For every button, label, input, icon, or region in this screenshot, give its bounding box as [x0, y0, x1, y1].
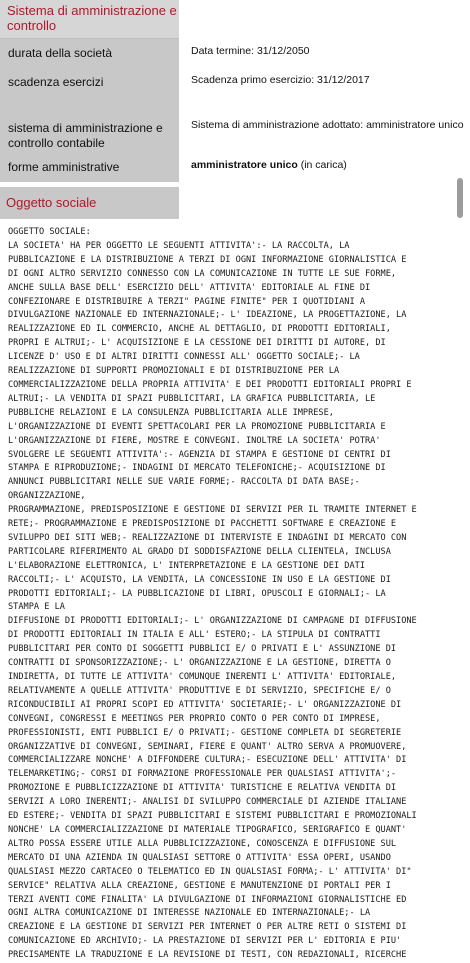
row-label-scadenza: scadenza esercizi	[8, 75, 104, 89]
text-line: TELEMARKETING;- CORSI DI FORMAZIONE PROFESSIONALE PER QUALSIASI ATTIVITA';-	[8, 769, 397, 780]
row-value-scadenza: Scadenza primo esercizio: 31/12/2017	[191, 74, 370, 86]
text-line: ALTRUI;- LA VENDITA DI SPAZI PUBBLICITARI, LA GRAFICA PUBBLICITARIA, LE	[8, 393, 376, 404]
text-line: ORGANIZZATIVE DI CONVEGNI, SEMINARI, FIERE E QUANT' ALTRO SERVA A PROMUOVERE,	[8, 741, 407, 752]
text-line: CONVEGNI, CONGRESSI E MEETINGS PER PROPRIO CONTO O PER CONTO DI IMPRESE,	[8, 713, 381, 724]
text-line: SERVICE" RELATIVA ALLA CREAZIONE, GESTIONE E MANUTENZIONE DI PORTALI PER I	[8, 880, 391, 891]
text-line: PUBBLICAZIONE E LA DISTRIBUZIONE A TERZI DI OGNI INFORMAZIONE GIORNALISTICA E	[8, 254, 407, 265]
text-line: PUBBLICITARI PER CONTO DI SOGGETTI PUBBLICI E/ O PRIVATI E L' ASSUNZIONE DI	[8, 644, 397, 655]
text-line: LA SOCIETA' HA PER OGGETTO LE SEGUENTI ATTIVITA':- LA RACCOLTA, LA	[8, 240, 350, 251]
text-line: COMMERCIALIZZARE NONCHE' A DIFFONDERE CULTURA;- ESECUZIONE DELL' ATTIVITA' DI	[8, 755, 407, 766]
text-line: ORGANIZZAZIONE,	[8, 491, 86, 502]
text-line: ED ESTERE;- VENDITA DI SPAZI PUBBLICITARI E SISTEMI PUBBLICITARI E PROMOZIONALI	[8, 811, 417, 822]
row-value-sistema: Sistema di amministrazione adottato: amministratore unico	[191, 119, 464, 131]
text-line: NONCHE' LA COMMERCIALIZZAZIONE DI MATERIALE TIPOGRAFICO, SERIGRAFICO E QUANT'	[8, 824, 407, 835]
row-label-durata: durata della società	[8, 46, 113, 60]
admin-control-table	[0, 0, 470, 182]
oggetto-sociale-title: Oggetto sociale	[6, 195, 97, 210]
text-line: COMUNICAZIONE ED ARCHIVIO;- LA PRESTAZIONE DI SERVIZI PER L' EDITORIA E PIU'	[8, 936, 402, 947]
oggetto-sociale-text	[8, 226, 460, 963]
section-header	[0, 0, 179, 39]
text-line: L'ORGANIZZAZIONE DI FIERE, MOSTRE E CONVEGNI. INOLTRE LA SOCIETA' POTRA'	[8, 435, 381, 446]
text-line: QUALSIASI MEZZO CARTACEO O TELEMATICO ED IN QUALSIASI FORMA;- L' ATTIVITA' DI"	[8, 866, 412, 877]
text-line: RELATIVAMENTE A QUELLE ATTIVITA' PRODUTTIVE E DI SERVIZIO, SPECIFICHE E/ O	[8, 685, 391, 696]
text-line: CREAZIONE E LA GESTIONE DI SERVIZI PER INTERNET O PER ALTRE RETI O SISTEMI DI	[8, 922, 407, 933]
text-line: RETE;- PROGRAMMAZIONE E PREDISPOSIZIONE DI PACCHETTI SOFTWARE E CREAZIONE E	[8, 519, 397, 530]
text-line: INDIRETTA, DI TUTTE LE ATTIVITA' COMUNQUE INERENTI L' ATTIVITA' EDITORIALE,	[8, 672, 397, 682]
text-line: ALTRO POSSA ESSERE UTILE ALLA PUBBLICIZZAZIONE, CONOSCENZA E DIFFUSIONE SUL	[8, 838, 397, 849]
text-line: PUBBLICHE RELAZIONI E LA CONSULENZA PUBBLICITARIA ALLE IMPRESE,	[8, 407, 334, 418]
text-line: STAMPA E RIPRODUZIONE;- INDAGINI DI MERCATO TELEFONICHE;- ACQUISIZIONE DI	[8, 463, 386, 474]
row-value-forme-extra: (in carica)	[297, 159, 347, 171]
text-line: PRODOTTI EDITORIALI;- LA PUBBLICAZIONE DI LIBRI, OPUSCOLI E GIORNALI;- LA	[8, 588, 386, 599]
text-line: CONFEZIONARE E DISTRIBUIRE A TERZI" PAGINE FINITE" PER I QUOTIDIANI A	[8, 296, 365, 307]
text-line: COMMERCIALIZZAZIONE DELLA PROPRIA ATTIVITA' E DEI PRODOTTI EDITORIALI PROPRI E	[8, 379, 412, 390]
text-line: L'ELABORAZIONE ELETTRONICA, L' INTERPRETAZIONE E LA GESTIONE DEI DATI	[8, 560, 365, 571]
text-line: DIFFUSIONE DI PRODOTTI EDITORIALI;- L' ORGANIZZAZIONE DI CAMPAGNE DI DIFFUSIONE	[8, 616, 417, 627]
text-line: LICENZE D' USO E DI ALTRI DIRITTI CONNESSI ALL' OGGETTO SOCIALE;- LA	[8, 352, 360, 363]
text-line: PARTICOLARE RIFERIMENTO AL GRADO DI SODDISFAZIONE DELLA CLIENTELA, INCLUSA	[8, 546, 391, 557]
text-line: SVILUPPO DEI SITI WEB;- REALIZZAZIONE DI INTERVISTE E INDAGINI DI MERCATO CON	[8, 532, 407, 543]
scrollbar-thumb[interactable]	[457, 178, 463, 218]
text-line: PROFESSIONISTI, ENTI PUBBLICI E/ O PRIVATI;- GESTIONE COMPLETA DI SEGRETERIE	[8, 727, 402, 738]
text-line: DIVULGAZIONE NAZIONALE ED INTERNAZIONALE;- L' IDEAZIONE, LA PROGETTAZIONE, LA	[8, 310, 407, 321]
text-line: STAMPA E LA	[8, 602, 65, 613]
text-line: SERVIZI A LORO INERENTI;- ANALISI DI SVILUPPO COMMERCIALE DI AZIENDE ITALIANE	[8, 797, 407, 808]
text-line: REALIZZAZIONE DI SUPPORTI PROMOZIONALI E DI DISTRIBUZIONE PER LA	[8, 366, 340, 377]
text-line: RACCOLTI;- L' ACQUISTO, LA VENDITA, LA CONCESSIONE IN USO E LA GESTIONE DI	[8, 574, 391, 585]
text-line: DI OGNI ALTRO SERVIZIO CONNESSO CON LA COMUNICAZIONE IN TUTTE LE SUE FORME,	[8, 268, 397, 279]
text-line: PROMOZIONE E PUBBLICIZZAZIONE DI ATTIVITA' TURISTICHE E RELATIVA VENDITA DI	[8, 783, 397, 794]
text-line: L'ORGANIZZAZIONE DI EVENTI SPETTACOLARI PER LA PROMOZIONE PUBBLICITARIA E	[8, 421, 386, 432]
text-line: ANCHE SULLA BASE DELL' ESERCIZIO DELL' ATTIVITA' EDITORIALE AL FINE DI	[8, 282, 371, 293]
text-line: DI PRODOTTI EDITORIALI IN ITALIA E ALL' ESTERO;- LA STIPULA DI CONTRATTI	[8, 630, 381, 641]
row-value-forme	[191, 159, 466, 172]
oggetto-sociale-header	[0, 187, 179, 219]
text-line: TERZI AVENTI COME FINALITA' LA DIVULGAZIONE DI INFORMAZIONI GIORNALISTICHE ED	[8, 894, 407, 905]
text-line: OGGETTO SOCIALE:	[8, 227, 91, 237]
row-label-forme: forme amministrative	[8, 160, 120, 174]
text-line: RICONDUCIBILI AI PROPRI SCOPI ED ATTIVITA' SOCIETARIE;- L' ORGANIZZAZIONE DI	[8, 699, 402, 710]
text-line: ANNUNCI PUBBLICITARI NELLE SUE VARIE FORME;- RACCOLTA DI DATA BASE;-	[8, 477, 360, 488]
text-line: SVOLGERE LE SEGUENTI ATTIVITA':- AGENZIA DI STAMPA E GESTIONE DI CENTRI DI	[8, 449, 391, 460]
section-title: Sistema di amministrazione e controllo	[7, 3, 177, 33]
text-line: PROPRI E ALTRUI;- L' ACQUISIZIONE E LA CESSIONE DEI DIRITTI DI AUTORE, DI	[8, 338, 386, 349]
text-line: OGNI ALTRA COMUNICAZIONE DI INTERESSE NAZIONALE ED INTERNAZIONALE;- LA	[8, 908, 371, 919]
row-value-durata: Data termine: 31/12/2050	[191, 45, 310, 57]
text-line: REALIZZAZIONE ED IL COMMERCIO, ANCHE AL DETTAGLIO, DI PRODOTTI EDITORIALI,	[8, 324, 391, 335]
row-label-sistema: sistema di amministrazione e controllo contabile	[8, 121, 163, 150]
text-line: MERCATO DI UNA AZIENDA IN QUALSIASI SETTORE O ATTIVITA' ESSA OPERI, USANDO	[8, 852, 391, 863]
row-value-forme-main: amministratore unico	[191, 159, 298, 171]
text-line: CONTRATTI DI SPONSORIZZAZIONE;- L' ORGANIZZAZIONE E LA GESTIONE, DIRETTA O	[8, 658, 391, 669]
text-line: PRECISAMENTE LA TRADUZIONE E LA REVISIONE DI TESTI, CON REDAZIONALI, RICERCHE	[8, 950, 407, 961]
text-line: PROGRAMMAZIONE, PREDISPOSIZIONE E GESTIONE DI SERVIZI PER IL TRAMITE INTERNET E	[8, 505, 417, 516]
